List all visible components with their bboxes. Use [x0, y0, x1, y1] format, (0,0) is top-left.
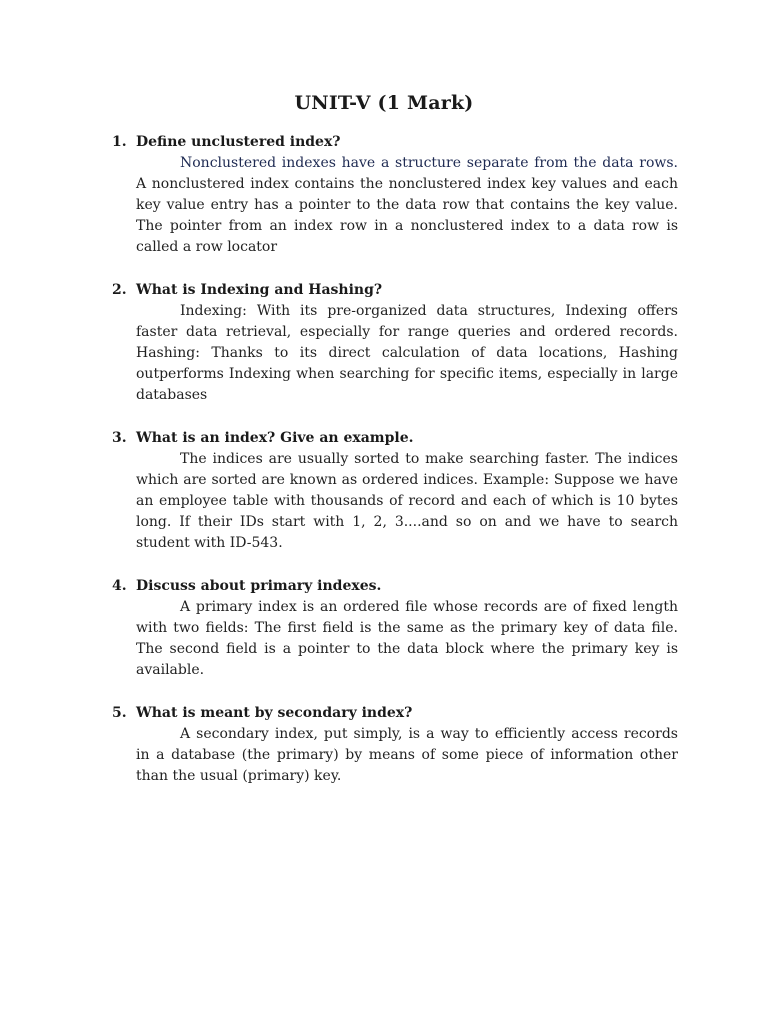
question-heading	[112, 703, 678, 724]
qa-item-5	[112, 703, 678, 787]
question-heading	[112, 428, 678, 449]
question-number: 2.	[112, 282, 127, 298]
question-number: 4.	[112, 578, 127, 594]
answer-text: Indexing: With its pre-organized data structures, Indexing offers faster data retrieval, especially for range queries and ordered records. Hashing: Thanks to its direct calculation of data locations, Hashing outperforms Indexing when searching for specific items, especially in large databases	[136, 303, 678, 403]
question-text: What is meant by secondary index?	[136, 705, 413, 721]
qa-item-2	[112, 280, 678, 406]
answer-text	[136, 153, 678, 258]
question-number: 3.	[112, 430, 127, 446]
page-title: UNIT-V (1 Mark)	[294, 92, 474, 114]
question-text: Discuss about primary indexes.	[136, 578, 382, 594]
answer-text: A secondary index, put simply, is a way to efficiently access records in a database (the primary) by means of some piece of information other than the usual (primary) key.	[136, 726, 678, 784]
answer-text: The indices are usually sorted to make searching faster. The indices which are sorted are known as ordered indices. Example: Suppose we have an employee table with thousands of record and each of which is 10 bytes long. If their IDs start with 1, 2, 3....and so on and we have to search student with ID-543.	[136, 451, 678, 551]
question-text: What is Indexing and Hashing?	[136, 282, 383, 298]
qa-item-1	[112, 132, 678, 258]
question-heading	[112, 576, 678, 597]
answer-highlight: Nonclustered indexes have a structure separate from the data rows.	[180, 155, 678, 171]
answer-body: A nonclustered index contains the nonclustered index key values and each key value entry has a pointer to the data row that contains the key value. The pointer from an index row in a nonclustered index to a data row is called a row locator	[136, 176, 678, 255]
question-number: 1.	[112, 134, 127, 150]
question-heading	[112, 132, 678, 153]
question-heading	[112, 280, 678, 301]
question-list	[112, 132, 678, 809]
question-number: 5.	[112, 705, 127, 721]
answer-text: A primary index is an ordered file whose records are of fixed length with two fields: The first field is the same as the primary key of data file. The second field is a pointer to the data block where the primary key is available.	[136, 599, 678, 678]
qa-item-4	[112, 576, 678, 681]
question-text: What is an index? Give an example.	[136, 430, 414, 446]
question-text: Define unclustered index?	[136, 134, 341, 150]
qa-item-3	[112, 428, 678, 554]
